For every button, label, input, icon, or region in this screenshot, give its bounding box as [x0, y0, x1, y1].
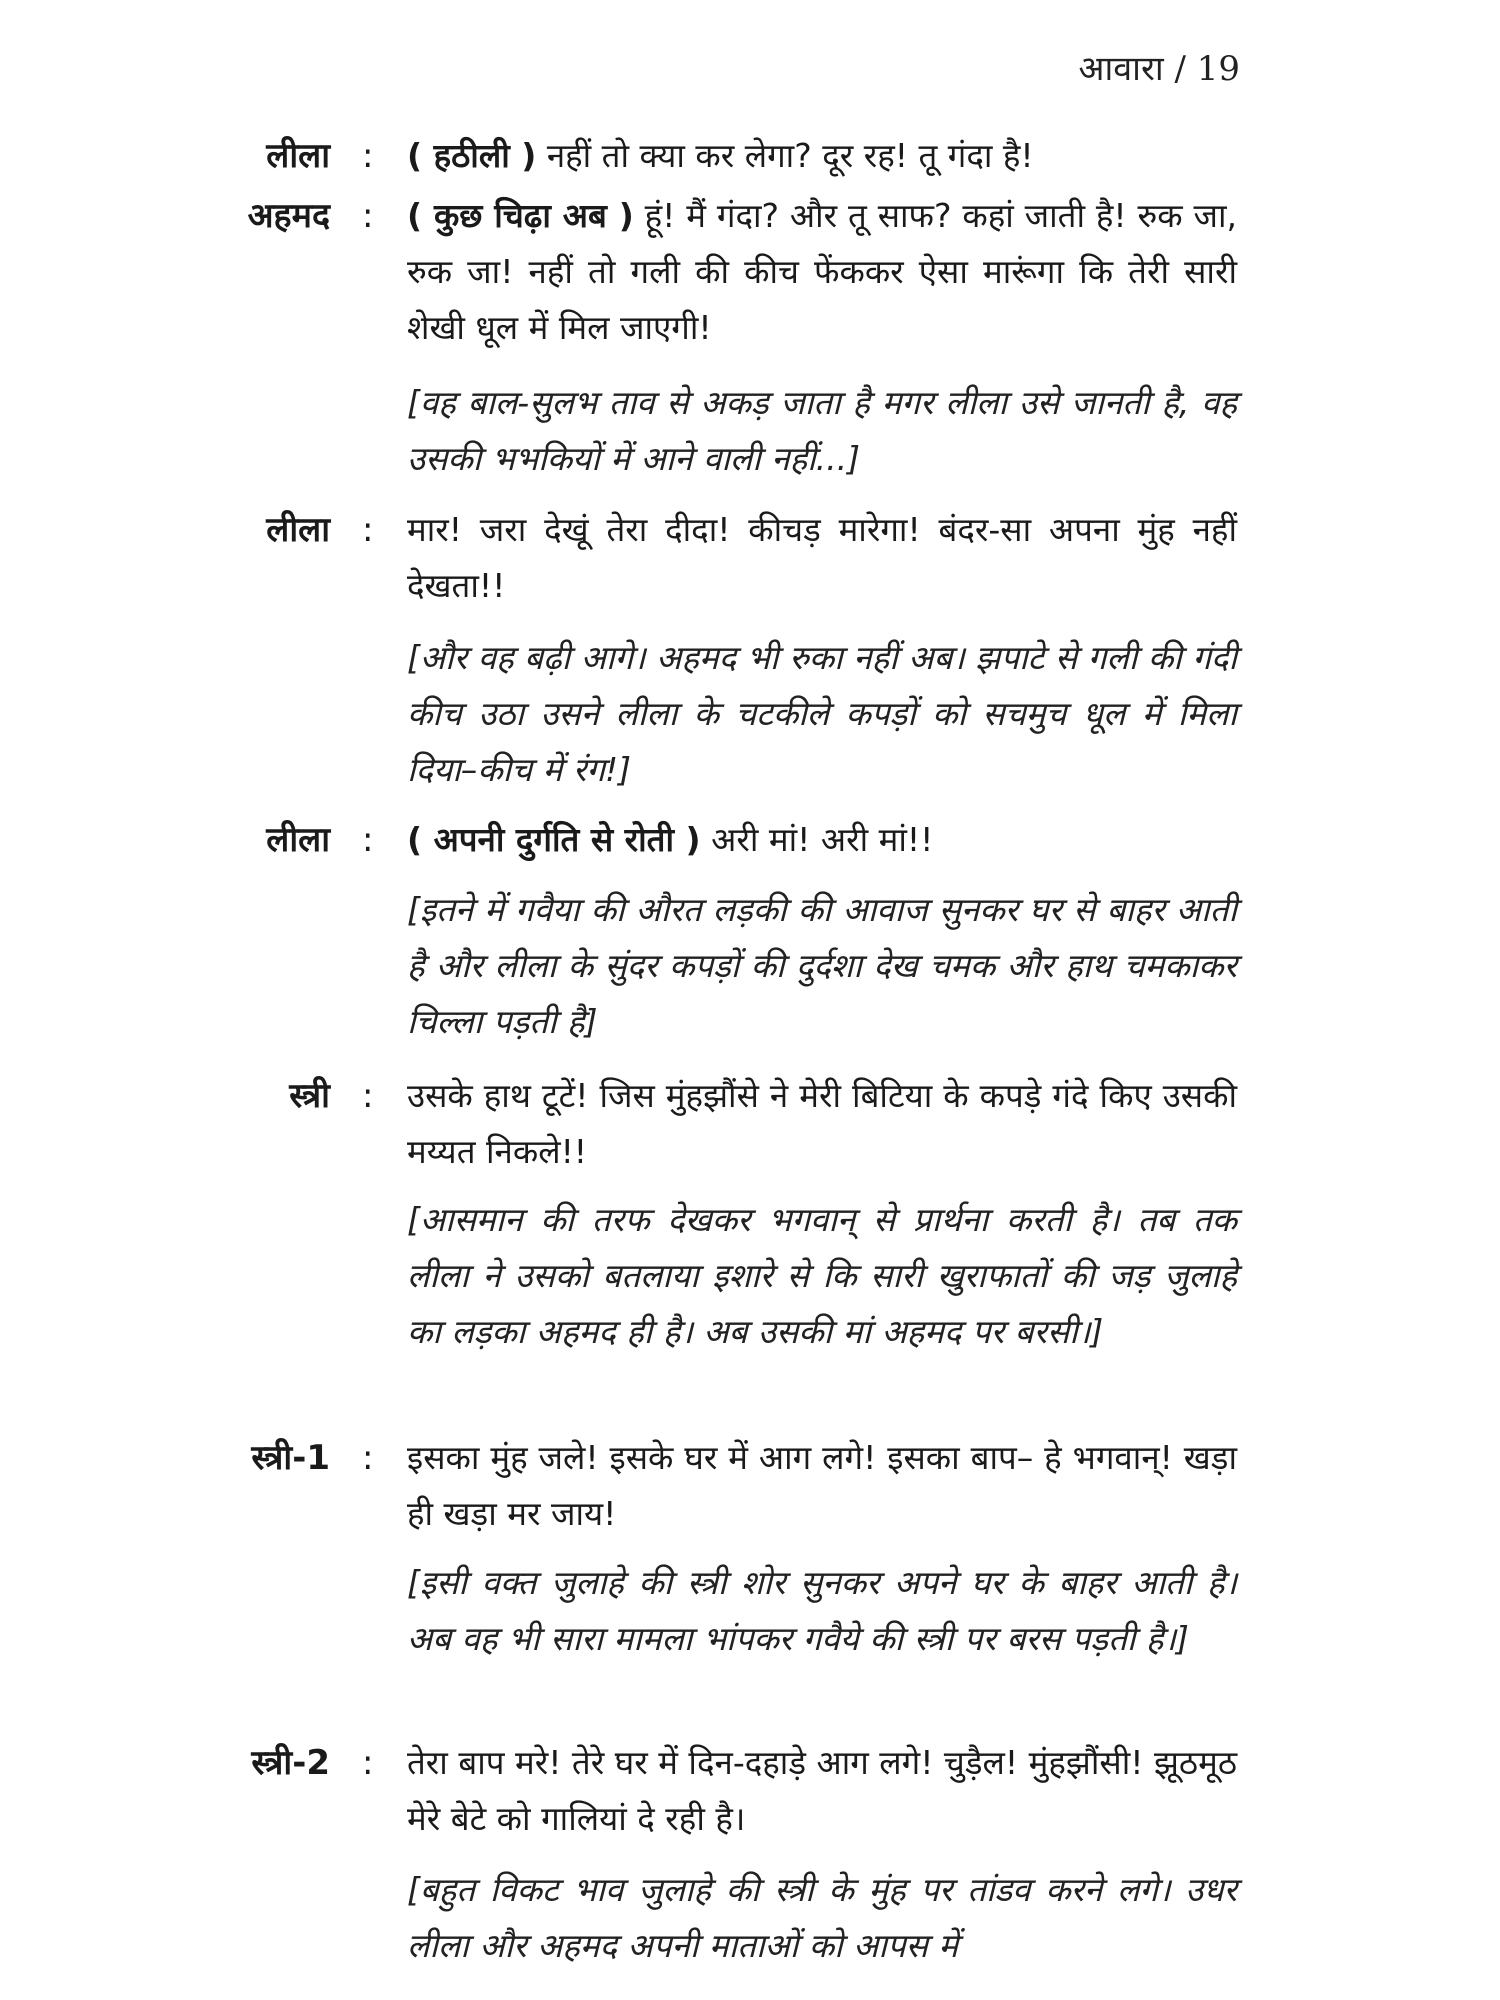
- speaker-colon: :: [362, 1438, 374, 1478]
- speaker-colon: :: [362, 820, 374, 860]
- stage-direction: [आसमान की तरफ देखकर भगवान् से प्रार्थना करती है। तब तक लीला ने उसको बतलाया इशारे से कि सारी खुराफातों की जड़ जुलाहे का लड़का अहमद ही है। अब उसकी मां अहमद पर बरसी।]: [407, 1200, 1237, 1351]
- speaker-name: स्त्री-1: [251, 1438, 330, 1478]
- stage-direction: [बहुत विकट भाव जुलाहे की स्त्री के मुंह पर तांडव करने लगे। उधर लीला और अहमद अपनी माताओं को आपस में: [407, 1870, 1237, 1965]
- speaker-colon: :: [362, 510, 374, 550]
- speech-text: अरी मां! अरी मां!!: [711, 820, 934, 859]
- stage-cue: ( हठीली ): [407, 136, 537, 175]
- speech-text: उसके हाथ टूटें! जिस मुंहझौंसे ने मेरी बिटिया के कपड़े गंदे किए उसकी मय्यत निकले!!: [407, 1076, 1237, 1171]
- dialogue-speech: [407, 188, 1237, 356]
- stage-cue: ( कुछ चिढ़ा अब ): [407, 196, 634, 235]
- dialogue-speech: [407, 1735, 1237, 1847]
- speaker-name: स्त्री-2: [251, 1743, 330, 1783]
- speech-text: इसका मुंह जले! इसके घर में आग लगे! इसका बाप– हे भगवान्! खड़ा ही खड़ा मर जाय!: [407, 1438, 1237, 1533]
- stage-direction: [इसी वक्त जुलाहे की स्त्री शोर सुनकर अपने घर के बाहर आती है। अब वह भी सारा मामला भांपकर गवैये की स्त्री पर बरस पड़ती है।]: [407, 1563, 1237, 1658]
- stage-direction: [वह बाल-सुलभ ताव से अकड़ जाता है मगर लीला उसे जानती है, वह उसकी भभकियों में आने वाली नहीं...]: [407, 383, 1237, 478]
- speech-text: तेरा बाप मरे! तेरे घर में दिन-दहाड़े आग लगे! चुड़ैल! मुंहझौंसी! झूठमूठ मेरे बेटे को गालियां दे रही है।: [407, 1743, 1237, 1838]
- speaker-colon: :: [362, 1076, 374, 1116]
- speech-text: मार! जरा देखूं तेरा दीदा! कीचड़ मारेगा! बंदर-सा अपना मुंह नहीं देखता!!: [407, 510, 1237, 605]
- speaker-name: लीला: [266, 510, 330, 550]
- stage-cue: ( अपनी दुर्गति से रोती ): [407, 820, 701, 859]
- dialogue-speech: [407, 1430, 1237, 1542]
- speaker-colon: :: [362, 136, 374, 176]
- running-head: आवारा / 19: [1078, 49, 1240, 89]
- speaker-colon: :: [362, 196, 374, 236]
- dialogue-speech: [407, 128, 1237, 184]
- dialogue-speech: [407, 502, 1237, 614]
- stage-direction: [इतने में गवैया की औरत लड़की की आवाज सुनकर घर से बाहर आती है और लीला के सुंदर कपड़ों की दुर्दशा देख चमक और हाथ चमकाकर चिल्ला पड़ती है]: [407, 890, 1237, 1041]
- dialogue-speech: [407, 1068, 1237, 1180]
- speaker-name: लीला: [266, 136, 330, 176]
- speech-text: हूं! मैं गंदा? और तू साफ? कहां जाती है! रुक जा, रुक जा! नहीं तो गली की कीच फेंककर ऐसा मारूंगा कि तेरी सारी शेखी धूल में मिल जाएगी!: [407, 196, 1237, 347]
- speaker-colon: :: [362, 1743, 374, 1783]
- dialogue-speech: [407, 812, 1237, 868]
- speaker-name: अहमद: [247, 196, 330, 236]
- speaker-name: लीला: [266, 820, 330, 860]
- speech-text: नहीं तो क्या कर लेगा? दूर रह! तू गंदा है!: [546, 136, 1034, 175]
- stage-direction: [और वह बढ़ी आगे। अहमद भी रुका नहीं अब। झपाटे से गली की गंदी कीच उठा उसने लीला के चटकीले कपड़ों को सचमुच धूल में मिला दिया–कीच में रंग!]: [407, 638, 1237, 789]
- speaker-name: स्त्री: [289, 1076, 330, 1116]
